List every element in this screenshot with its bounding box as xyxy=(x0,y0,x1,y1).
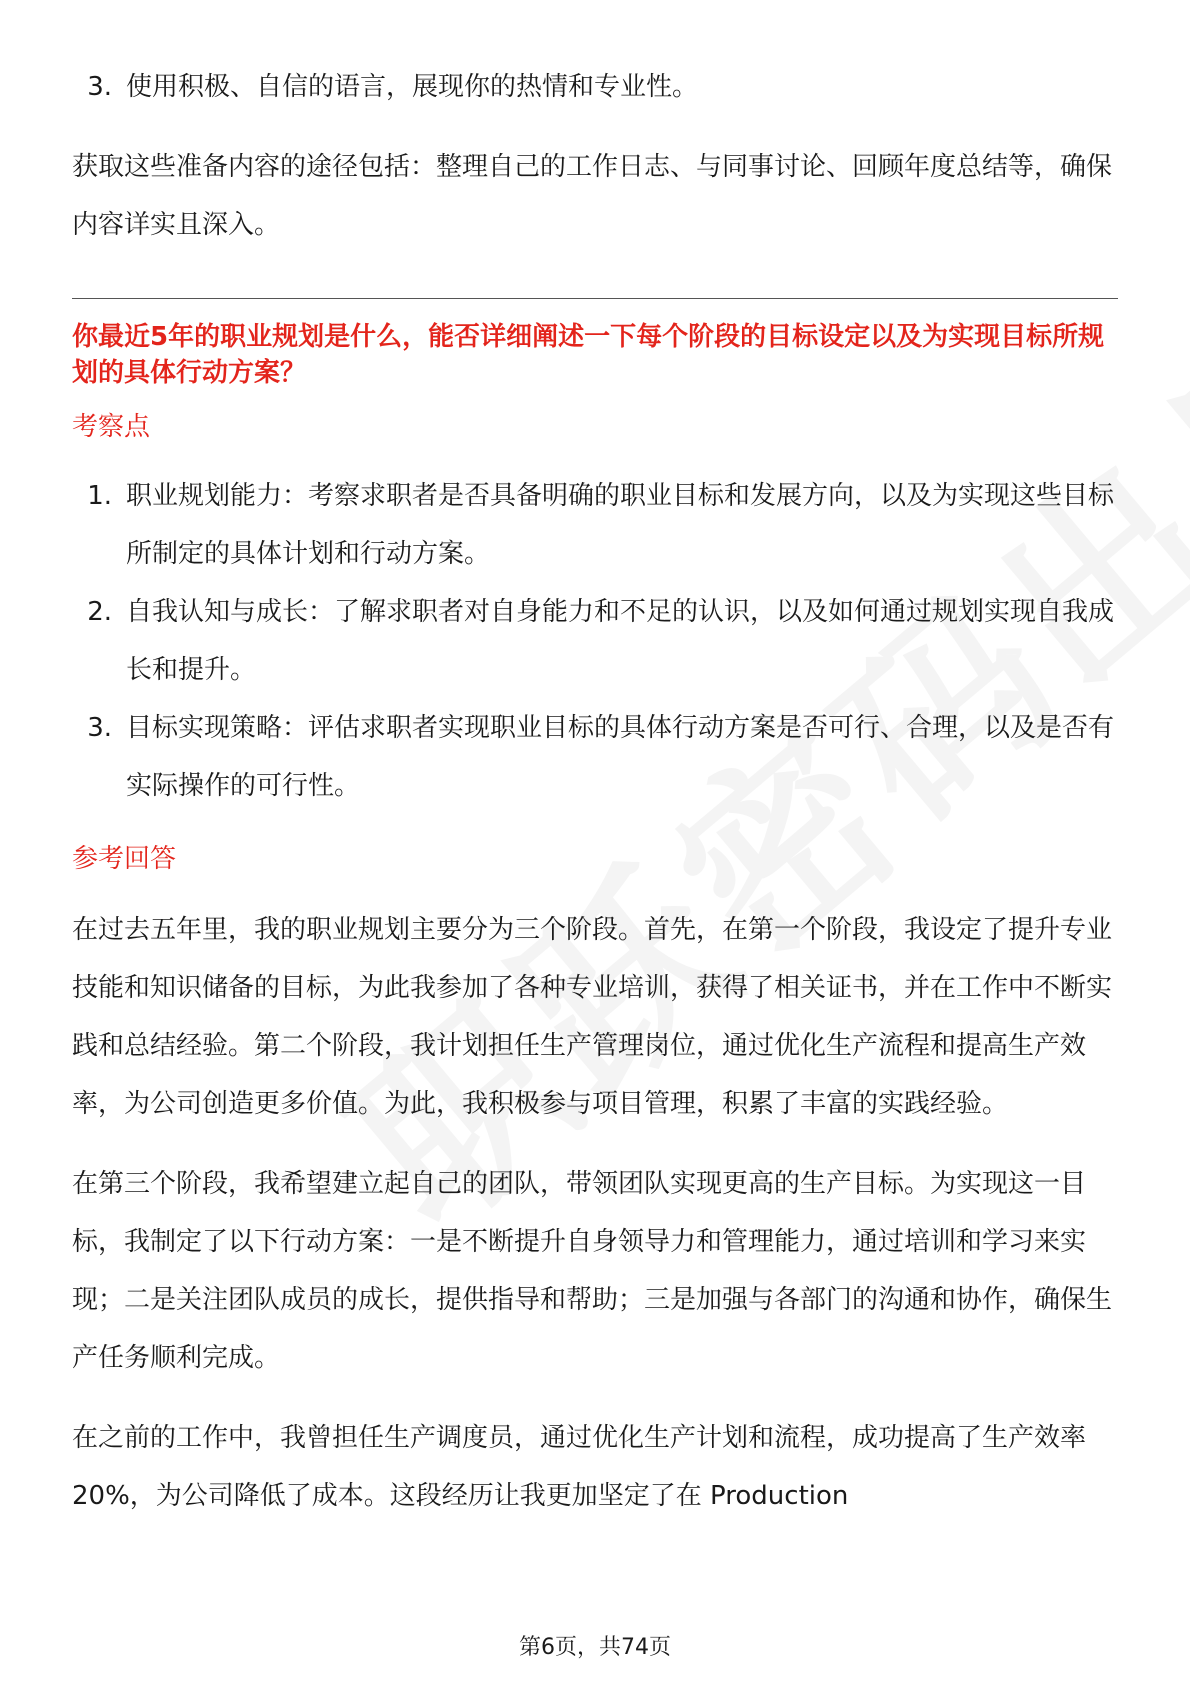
list-item xyxy=(72,467,1118,583)
page-content xyxy=(72,58,1118,1525)
list-number: 3. xyxy=(87,713,112,743)
top-list xyxy=(72,58,1118,116)
list-item xyxy=(72,583,1118,699)
page-footer: 第6页，共74页 xyxy=(519,1635,671,1660)
list-item xyxy=(72,699,1118,815)
interview-question: 你最近5年的职业规划是什么，能否详细阐述一下每个阶段的目标设定以及为实现目标所规划的具体行动方案？ xyxy=(72,322,1105,388)
list-text: 使用积极、自信的语言，展现你的热情和专业性。 xyxy=(126,72,699,102)
list-text: 自我认知与成长：了解求职者对自身能力和不足的认识，以及如何通过规划实现自我成长和提升。 xyxy=(126,597,1115,685)
answer-heading: 参考回答 xyxy=(72,844,177,874)
list-text: 职业规划能力：考察求职者是否具备明确的职业目标和发展方向，以及为实现这些目标所制定的具体计划和行动方案。 xyxy=(126,481,1115,569)
list-number: 2. xyxy=(87,597,112,627)
list-number: 3. xyxy=(87,72,112,102)
answer-paragraph: 在之前的工作中，我曾担任生产调度员，通过优化生产计划和流程，成功提高了生产效率20%，为公司降低了成本。这段经历让我更加坚定了在 Production xyxy=(72,1423,1087,1511)
prep-paragraph: 获取这些准备内容的途径包括：整理自己的工作日志、与同事讨论、回顾年度总结等，确保内容详实且深入。 xyxy=(72,152,1113,240)
answer-paragraph: 在第三个阶段，我希望建立起自己的团队，带领团队实现更高的生产目标。为实现这一目标，我制定了以下行动方案：一是不断提升自身领导力和管理能力，通过培训和学习来实现；二是关注团队成员的成长，提供指导和帮助；三是加强与各部门的沟通和协作，确保生产任务顺利完成。 xyxy=(72,1169,1113,1373)
kaochadian-list xyxy=(72,467,1118,815)
list-text: 目标实现策略：评估求职者实现职业目标的具体行动方案是否可行、合理，以及是否有实际操作的可行性。 xyxy=(126,713,1115,801)
answer-paragraph: 在过去五年里，我的职业规划主要分为三个阶段。首先，在第一个阶段，我设定了提升专业技能和知识储备的目标，为此我参加了各种专业培训，获得了相关证书，并在工作中不断实践和总结经验。第二个阶段，我计划担任生产管理岗位，通过优化生产流程和提高生产效率，为公司创造更多价值。为此，我积极参与项目管理，积累了丰富的实践经验。 xyxy=(72,915,1113,1119)
list-item xyxy=(72,58,1118,116)
list-number: 1. xyxy=(87,481,112,511)
kaochadian-heading: 考察点 xyxy=(72,412,151,442)
